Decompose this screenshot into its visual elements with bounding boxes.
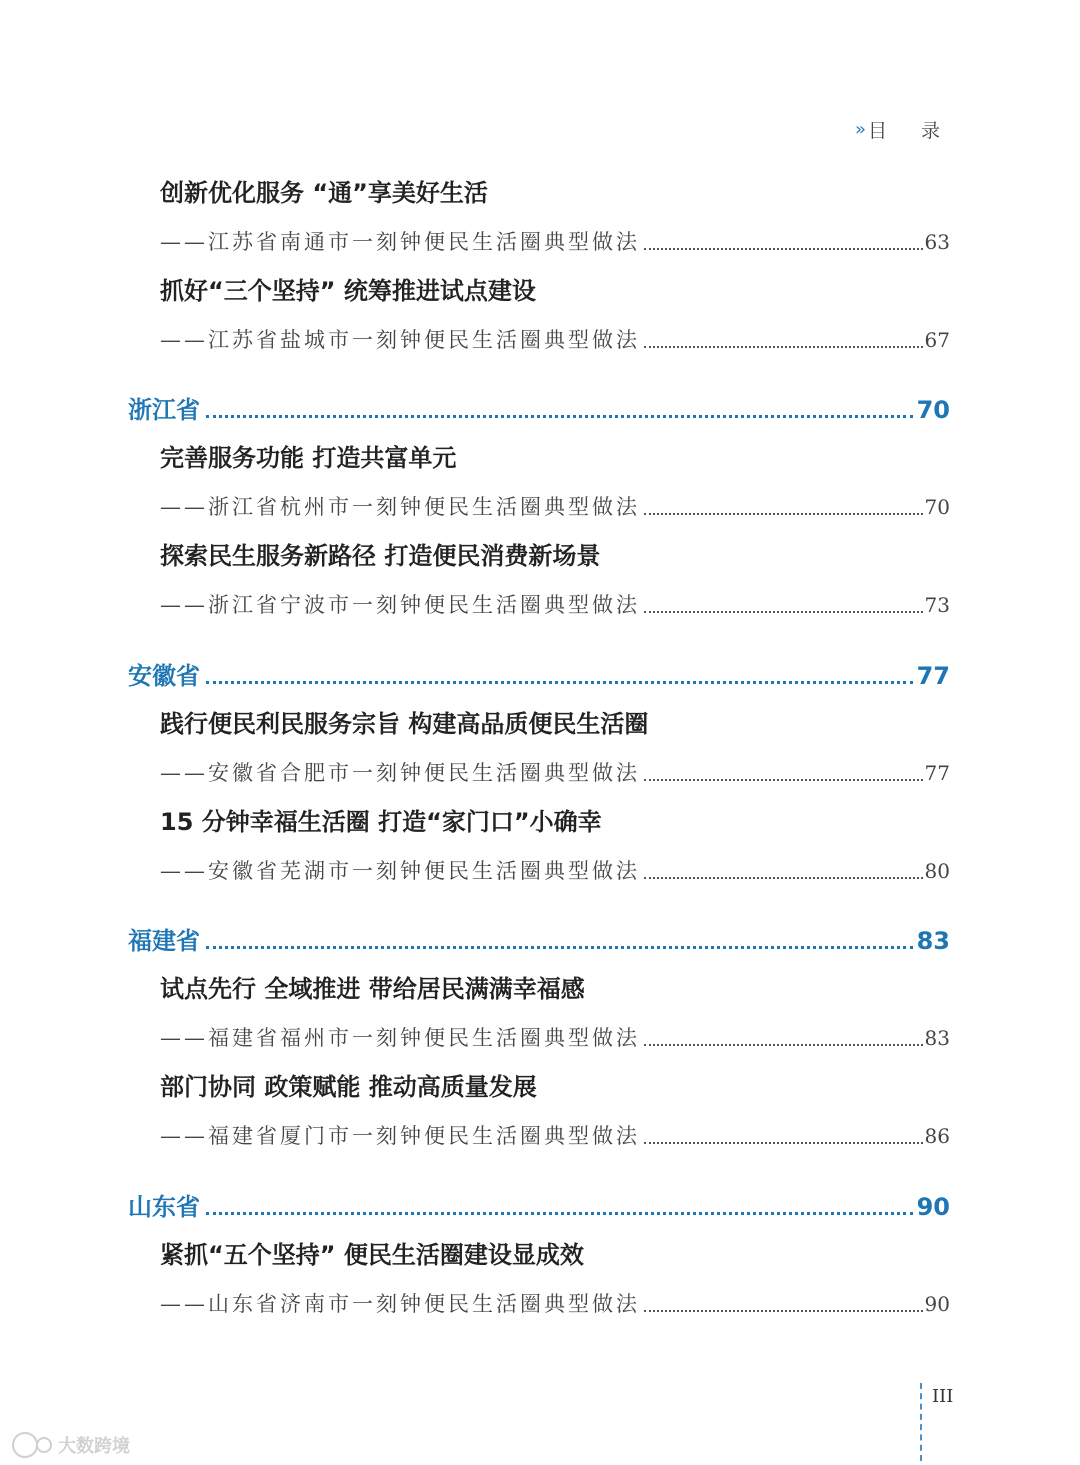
entry-page-number: 70: [924, 495, 950, 519]
leader-dots: [644, 1142, 923, 1144]
section-page-number: 83: [916, 927, 950, 955]
entry-page-number: 73: [924, 593, 950, 617]
leader-dots: [206, 681, 913, 684]
toc-header: [855, 116, 954, 143]
entry-page-number: 77: [924, 761, 950, 785]
toc-entry[interactable]: [160, 805, 950, 888]
leader-dots: [206, 1212, 913, 1215]
leader-dots: [206, 415, 913, 418]
leader-dots: [644, 248, 923, 250]
entry-subtitle-row: [160, 323, 950, 357]
entry-page-number: 80: [924, 859, 950, 883]
double-chevron-icon: »: [854, 119, 862, 140]
section-name: 山东省: [128, 1193, 200, 1221]
entry-title: 15 分钟幸福生活圈 打造“家门口”小确幸: [160, 808, 602, 836]
watermark: [12, 1432, 130, 1458]
leader-dots: [644, 611, 923, 613]
watermark-text: 大数跨境: [58, 1436, 130, 1457]
entry-page-number: 67: [924, 328, 950, 352]
entry-subtitle-row: [160, 854, 950, 888]
entry-subtitle: ——江苏省南通市一刻钟便民生活圈典型做法: [160, 230, 640, 254]
toc-entry[interactable]: [160, 274, 950, 357]
toc-entry[interactable]: [160, 707, 950, 790]
entry-subtitle-row: [160, 1287, 950, 1321]
leader-dots: [644, 877, 923, 879]
entry-subtitle: ——山东省济南市一刻钟便民生活圈典型做法: [160, 1292, 640, 1316]
entry-title: 试点先行 全域推进 带给居民满满幸福感: [160, 975, 585, 1003]
leader-dots: [206, 946, 913, 949]
leader-dots: [644, 1310, 923, 1312]
entry-subtitle: ——安徽省合肥市一刻钟便民生活圈典型做法: [160, 761, 640, 785]
entry-title: 创新优化服务 “通”享美好生活: [160, 179, 488, 207]
entry-subtitle-row: [160, 225, 950, 259]
toc-entry[interactable]: [160, 1070, 950, 1153]
entry-title: 抓好“三个坚持” 统筹推进试点建设: [160, 277, 536, 305]
page-margin-divider: [920, 1383, 922, 1461]
toc-entry[interactable]: [160, 972, 950, 1055]
entry-subtitle-row: [160, 1021, 950, 1055]
section-page-number: 90: [916, 1193, 950, 1221]
section-heading[interactable]: [128, 1189, 950, 1225]
entry-subtitle: ——福建省厦门市一刻钟便民生活圈典型做法: [160, 1124, 640, 1148]
entry-subtitle: ——安徽省芜湖市一刻钟便民生活圈典型做法: [160, 859, 640, 883]
section-heading[interactable]: [128, 658, 950, 694]
entry-subtitle-row: [160, 588, 950, 622]
entry-title: 践行便民利民服务宗旨 构建高品质便民生活圈: [160, 710, 649, 738]
entry-title: 部门协同 政策赋能 推动高质量发展: [160, 1073, 537, 1101]
entry-page-number: 63: [924, 230, 950, 254]
toc-entry[interactable]: [160, 539, 950, 622]
leader-dots: [644, 1044, 923, 1046]
entry-title: 探索民生服务新路径 打造便民消费新场景: [160, 542, 601, 570]
section-name: 安徽省: [128, 662, 200, 690]
entry-subtitle: ——江苏省盐城市一刻钟便民生活圈典型做法: [160, 328, 640, 352]
toc-entry[interactable]: [160, 1238, 950, 1321]
entry-subtitle: ——浙江省宁波市一刻钟便民生活圈典型做法: [160, 593, 640, 617]
section-heading[interactable]: [128, 392, 950, 428]
section-name: 浙江省: [128, 396, 200, 424]
section-heading[interactable]: [128, 923, 950, 959]
toc-entry[interactable]: [160, 176, 950, 259]
page-numeral: III: [932, 1386, 954, 1407]
entry-title: 紧抓“五个坚持” 便民生活圈建设显成效: [160, 1241, 584, 1269]
section-name: 福建省: [128, 927, 200, 955]
entry-title: 完善服务功能 打造共富单元: [160, 444, 457, 472]
entry-page-number: 83: [924, 1026, 950, 1050]
leader-dots: [644, 346, 923, 348]
entry-subtitle-row: [160, 490, 950, 524]
entry-subtitle: ——浙江省杭州市一刻钟便民生活圈典型做法: [160, 495, 640, 519]
toc-header-title: 目 录: [867, 120, 954, 142]
entry-page-number: 86: [924, 1124, 950, 1148]
watermark-logo-icon: [12, 1432, 38, 1458]
leader-dots: [644, 513, 923, 515]
section-page-number: 77: [916, 662, 950, 690]
leader-dots: [644, 779, 923, 781]
entry-page-number: 90: [924, 1292, 950, 1316]
entry-subtitle-row: [160, 1119, 950, 1153]
entry-subtitle-row: [160, 756, 950, 790]
section-page-number: 70: [916, 396, 950, 424]
entry-subtitle: ——福建省福州市一刻钟便民生活圈典型做法: [160, 1026, 640, 1050]
toc-entry[interactable]: [160, 441, 950, 524]
watermark-logo-icon: [36, 1437, 52, 1453]
